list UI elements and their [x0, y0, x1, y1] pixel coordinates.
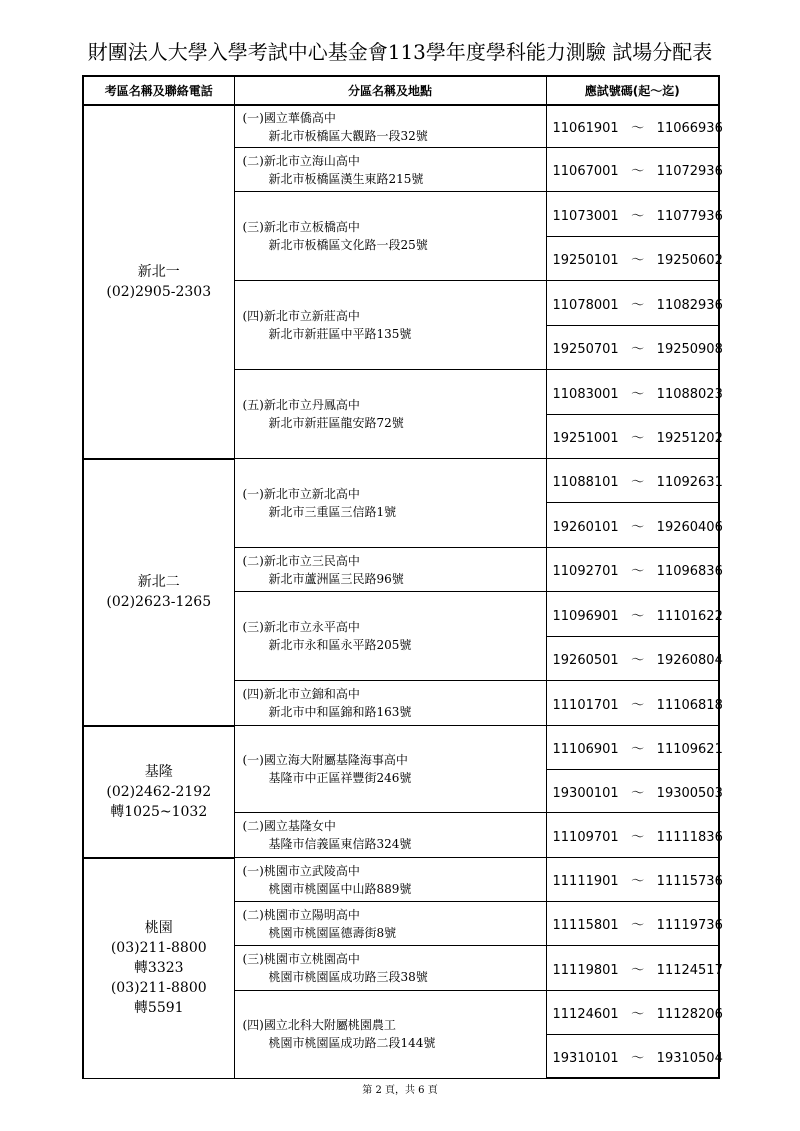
site-address: 新北市永和區永平路205號 [268, 638, 412, 652]
exam-number-range [546, 681, 723, 726]
region-name: 基隆 [144, 763, 173, 780]
range-start: 19250701 [552, 342, 619, 357]
exam-number-range [546, 726, 723, 770]
range-end: 19300503 [656, 785, 723, 801]
range-separator: ～ [631, 962, 645, 978]
range-start: 11073001 [552, 208, 619, 224]
table-body [83, 105, 723, 1078]
range-end: 11119736 [656, 918, 723, 933]
range-start: 11109701 [552, 829, 619, 845]
range-end: 11066936 [656, 121, 723, 136]
table-row [83, 726, 719, 770]
range-end: 19250908 [656, 342, 723, 357]
site-name: (五)新北市立丹鳳高中 [242, 398, 360, 412]
range-start: 11115801 [552, 918, 619, 933]
site-address: 桃園市桃園區成功路三段38號 [268, 970, 428, 984]
site-cell [234, 281, 546, 370]
region-phone-line: 轉1025~1032 [110, 803, 208, 820]
region-phone-line: (02)2623-1265 [106, 594, 212, 610]
region-name: 新北二 [137, 574, 180, 590]
site-name: (一)國立海大附屬基隆海事高中 [242, 753, 408, 767]
site-cell [234, 148, 546, 192]
range-end: 11088023 [656, 386, 723, 402]
region-phone-line: 轉5591 [133, 1000, 184, 1016]
site-name: (四)新北市立新莊高中 [242, 309, 360, 323]
range-start: 11106901 [552, 742, 619, 757]
site-name: (二)國立基隆女中 [242, 819, 336, 833]
site-name: (三)桃園市立桃園高中 [242, 952, 360, 966]
range-separator: ～ [631, 164, 645, 179]
allocation-table [82, 75, 723, 1079]
region-phone-line: 轉3323 [133, 960, 184, 976]
table-row [83, 459, 719, 503]
exam-number-range [546, 503, 723, 548]
site-name: (二)新北市立三民高中 [242, 553, 360, 568]
region-name: 新北一 [137, 263, 180, 280]
exam-number-range [546, 237, 723, 281]
range-end: 11115736 [656, 874, 723, 889]
site-cell [234, 813, 546, 858]
exam-number-range [546, 637, 723, 681]
site-name: (四)國立北科大附屬桃園農工 [242, 1018, 396, 1033]
exam-number-range [546, 858, 723, 902]
site-cell [234, 681, 546, 726]
exam-number-range [546, 548, 723, 592]
range-separator: ～ [631, 386, 645, 402]
range-end: 11124517 [656, 962, 723, 978]
site-name: (二)新北市立海山高中 [242, 153, 360, 168]
range-separator: ～ [631, 1050, 645, 1066]
region-phone-line: (03)211-8800 [110, 980, 207, 996]
site-cell [234, 192, 546, 281]
range-separator: ～ [631, 121, 645, 136]
range-separator: ～ [631, 519, 645, 535]
range-separator: ～ [631, 653, 645, 668]
range-start: 19251001 [552, 431, 619, 446]
exam-number-range [546, 813, 723, 858]
site-address: 新北市三重區三信路1號 [268, 505, 397, 519]
exam-number-range [546, 281, 723, 326]
range-separator: ～ [631, 431, 645, 446]
range-end: 19260406 [656, 519, 723, 535]
range-end: 19310504 [656, 1050, 723, 1066]
exam-number-range [546, 991, 723, 1035]
range-end: 11109621 [656, 742, 723, 757]
site-name: (一)國立華僑高中 [242, 110, 336, 125]
range-separator: ～ [631, 785, 645, 801]
exam-number-range [546, 192, 723, 237]
site-address: 新北市板橋區文化路一段25號 [268, 238, 428, 252]
range-end: 11101622 [656, 608, 723, 624]
site-cell [234, 858, 546, 902]
header-region: 考區名稱及聯絡電話 [83, 76, 234, 105]
exam-number-range [546, 415, 723, 459]
range-start: 19260501 [552, 653, 619, 668]
range-end: 19260804 [656, 653, 723, 668]
region-cell [83, 858, 234, 1079]
range-separator: ～ [631, 742, 645, 757]
range-separator: ～ [631, 608, 645, 624]
exam-number-range [546, 148, 723, 192]
page-footer: 第 2 頁，共 6 頁 [362, 1085, 438, 1096]
table-row [83, 105, 719, 148]
range-separator: ～ [631, 697, 645, 713]
site-cell [234, 726, 546, 813]
range-separator: ～ [631, 829, 645, 845]
range-separator: ～ [631, 918, 645, 933]
range-start: 19250101 [552, 253, 619, 268]
range-start: 19300101 [552, 785, 619, 801]
range-end: 11082936 [656, 297, 723, 313]
range-end: 19250602 [656, 253, 723, 268]
site-cell [234, 105, 546, 148]
range-end: 11106818 [656, 697, 723, 713]
range-separator: ～ [631, 475, 645, 490]
site-address: 新北市新莊區龍安路72號 [268, 416, 404, 430]
range-separator: ～ [631, 1007, 645, 1022]
site-cell [234, 548, 546, 592]
range-start: 11078001 [552, 297, 619, 313]
page-title: 財團法人大學入學考試中心基金會113學年度學科能力測驗 試場分配表 [87, 40, 713, 64]
range-start: 11101701 [552, 697, 619, 713]
region-cell [83, 105, 234, 459]
range-end: 11096836 [656, 564, 723, 579]
site-address: 桃園市桃園區德壽街8號 [268, 925, 397, 940]
range-separator: ～ [631, 253, 645, 268]
site-name: (二)桃園市立陽明高中 [242, 907, 360, 922]
range-start: 11083001 [552, 386, 619, 402]
exam-number-range [546, 326, 723, 370]
site-address: 新北市板橋區漢生東路215號 [268, 171, 424, 186]
site-name: (四)新北市立錦和高中 [242, 687, 360, 701]
range-start: 11119801 [552, 962, 619, 978]
site-name: (一)桃園市立武陵高中 [242, 863, 360, 878]
header-range: 應試號碼(起～迄) [546, 76, 719, 105]
table-row [83, 858, 719, 902]
range-start: 11124601 [552, 1007, 619, 1022]
region-phone-line: (02)2905-2303 [106, 283, 212, 300]
site-address: 新北市中和區錦和路163號 [268, 705, 412, 719]
region-cell [83, 726, 234, 858]
range-start: 11061901 [552, 121, 619, 136]
table-header-row [83, 76, 719, 105]
range-end: 11092631 [656, 475, 723, 490]
site-cell [234, 991, 546, 1079]
region-phone-line: (02)2462-2192 [106, 783, 212, 800]
exam-number-range [546, 1035, 723, 1079]
range-separator: ～ [631, 342, 645, 357]
range-start: 11067001 [552, 164, 619, 179]
header-site: 分區名稱及地點 [234, 76, 546, 105]
exam-number-range [546, 902, 723, 946]
exam-number-range [546, 592, 723, 637]
exam-number-range [546, 770, 723, 813]
region-cell [83, 459, 234, 726]
exam-number-range [546, 370, 723, 415]
exam-number-range [546, 105, 723, 148]
site-cell [234, 902, 546, 946]
site-cell [234, 946, 546, 991]
exam-number-range [546, 946, 723, 991]
site-cell [234, 459, 546, 548]
range-end: 11072936 [656, 164, 723, 179]
site-address: 新北市板橋區大觀路一段32號 [268, 128, 428, 143]
range-end: 11111836 [656, 829, 723, 845]
site-address: 新北市蘆洲區三民路96號 [268, 571, 404, 586]
region-name: 桃園 [144, 920, 173, 936]
site-cell [234, 370, 546, 459]
site-name: (一)新北市立新北高中 [242, 487, 360, 501]
site-address: 桃園市桃園區中山路889號 [268, 881, 412, 896]
range-start: 11092701 [552, 564, 619, 579]
range-start: 11096901 [552, 608, 619, 624]
site-cell [234, 592, 546, 681]
range-end: 11128206 [656, 1007, 723, 1022]
range-separator: ～ [631, 297, 645, 313]
range-separator: ～ [631, 564, 645, 579]
range-start: 19260101 [552, 519, 619, 535]
range-separator: ～ [631, 208, 645, 224]
range-start: 19310101 [552, 1050, 619, 1066]
site-address: 新北市新莊區中平路135號 [268, 327, 412, 341]
site-address: 桃園市桃園區成功路二段144號 [268, 1036, 436, 1051]
range-start: 11111901 [552, 874, 619, 889]
site-name: (三)新北市立永平高中 [242, 620, 360, 634]
range-separator: ～ [631, 874, 645, 889]
range-start: 11088101 [552, 475, 619, 490]
region-phone-line: (03)211-8800 [110, 940, 207, 956]
site-address: 基隆市信義區東信路324號 [268, 837, 412, 851]
exam-number-range [546, 459, 723, 503]
range-end: 19251202 [656, 431, 723, 446]
site-name: (三)新北市立板橋高中 [242, 220, 360, 234]
site-address: 基隆市中正區祥豐街246號 [268, 771, 412, 785]
range-end: 11077936 [656, 208, 723, 224]
